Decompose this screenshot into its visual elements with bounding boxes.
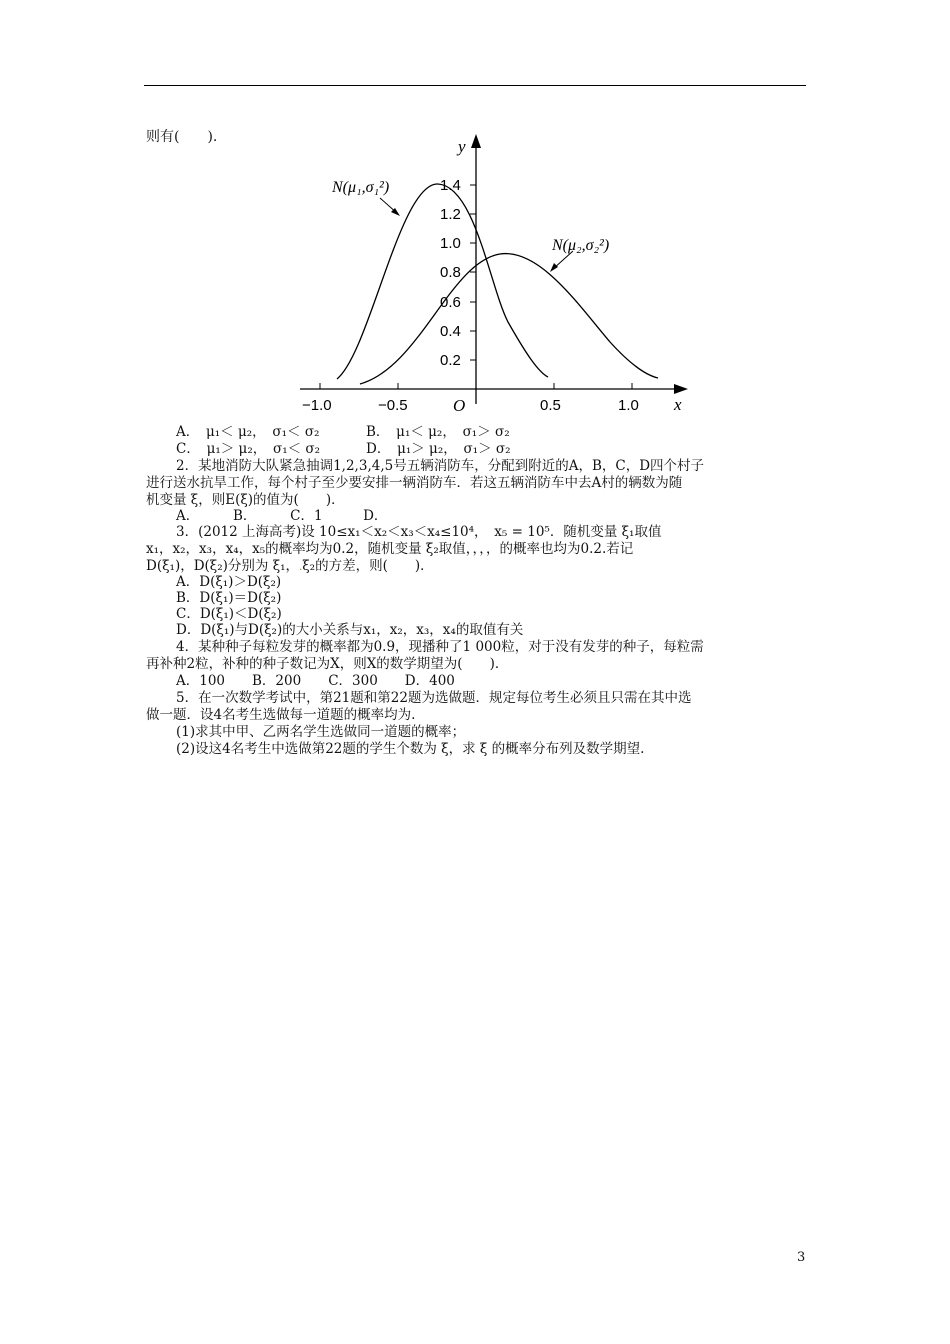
question-intro: 则有( ). (146, 129, 218, 145)
q5-part-2: (2)设这4名考生中选做第22题的学生个数为 ξ，求 ξ 的概率分布列及数学期望. (176, 741, 645, 757)
q1-option-c: C． μ₁＞ μ₂， σ₁＜ σ₂ (176, 441, 321, 457)
y-tick-label: 0.8 (440, 264, 461, 281)
curve1-label: N(μ₁,σ₁²) (332, 179, 390, 196)
x-axis-arrow (674, 384, 688, 394)
y-tick-label: 0.2 (440, 352, 461, 369)
q3-option-d: D．D(ξ₁)与D(ξ₂)的大小关系与x₁，x₂，x₃，x₄的取值有关 (176, 622, 524, 638)
x-tick-label: 0.5 (540, 397, 561, 414)
y-tick-label: 0.4 (440, 323, 461, 340)
y-tick-label: 0.6 (440, 294, 461, 311)
q3-line-3-start: D(ξ₁)，D(ξ₂)分别为 ξ₁， (146, 558, 300, 574)
origin-label: O (453, 396, 466, 415)
q5-line-2: 做一题．设4名考生选做每一道题的概率均为. (146, 707, 416, 723)
q2-line-2: 进行送水抗旱工作，每个村子至少要安排一辆消防车．若这五辆消防车中去A村的辆数为随 (146, 475, 683, 491)
curve-n2 (360, 254, 658, 384)
header-rule (144, 85, 806, 86)
q4-options: A．100 B．200 C．300 D．400 (176, 673, 455, 689)
q2-line-1: 2．某地消防大队紧急抽调1,2,3,4,5号五辆消防车，分配到附近的A，B，C，D四个村子 (176, 458, 705, 474)
q3-line-1: 3．(2012 上海高考)设 10≤x₁＜x₂＜x₃＜x₄≤10⁴， x₅ = 10⁵．随机变量 ξ₁取值 (176, 524, 662, 540)
q3-option-a: A．D(ξ₁)＞D(ξ₂) (176, 574, 282, 590)
q3-green-mark: . (299, 562, 303, 573)
normal-distribution-figure (290, 132, 710, 422)
q3-option-c: C．D(ξ₁)＜D(ξ₂) (176, 606, 282, 622)
q3-line-2: x₁，x₂，x₃，x₄，x₅的概率均为0.2，随机变量 ξ₂取值，，，，的概率也均为0.2.若记 (146, 541, 634, 557)
x-tick-label: −1.0 (302, 397, 332, 414)
q5-line-1: 5．在一次数学考试中，第21题和第22题为选做题．规定每位考生必须且只需在其中选 (176, 690, 692, 706)
q1-option-a: A． μ₁＜ μ₂， σ₁＜ σ₂ (176, 424, 320, 440)
x-tick-label: −0.5 (378, 397, 408, 414)
y-axis-label: y (458, 137, 466, 156)
y-tick-label: 1.2 (440, 206, 461, 223)
q1-option-b: B． μ₁＜ μ₂， σ₁＞ σ₂ (366, 424, 510, 440)
q3-option-b: B．D(ξ₁)＝D(ξ₂) (176, 590, 282, 606)
q4-line-1: 4．某种种子每粒发芽的概率都为0.9，现播种了1 000粒，对于没有发芽的种子，每粒需 (176, 639, 704, 655)
y-tick-label: 1.0 (440, 235, 461, 252)
x-axis-label: x (674, 395, 682, 414)
q4-line-2: 再补种2粒，补种的种子数记为X，则X的数学期望为( )． (146, 656, 509, 672)
q2-line-3: 机变量 ξ，则E(ξ)的值为( )． (146, 492, 345, 508)
curve2-label: N(μ₂,σ₂²) (552, 237, 610, 254)
y-axis-arrow (471, 134, 481, 148)
page-number: 3 (797, 1250, 806, 1265)
q2-options: A． B． C．1 D． (176, 508, 388, 524)
q5-part-1: (1)求其中甲、乙两名学生选做同一道题的概率； (176, 724, 466, 740)
q1-option-d: D． μ₁＞ μ₂， σ₁＞ σ₂ (366, 441, 511, 457)
y-tick-label: 1.4 (440, 177, 461, 194)
q3-line-3-end: ξ₂的方差，则( )． (302, 558, 434, 574)
x-tick-label: 1.0 (618, 397, 639, 414)
